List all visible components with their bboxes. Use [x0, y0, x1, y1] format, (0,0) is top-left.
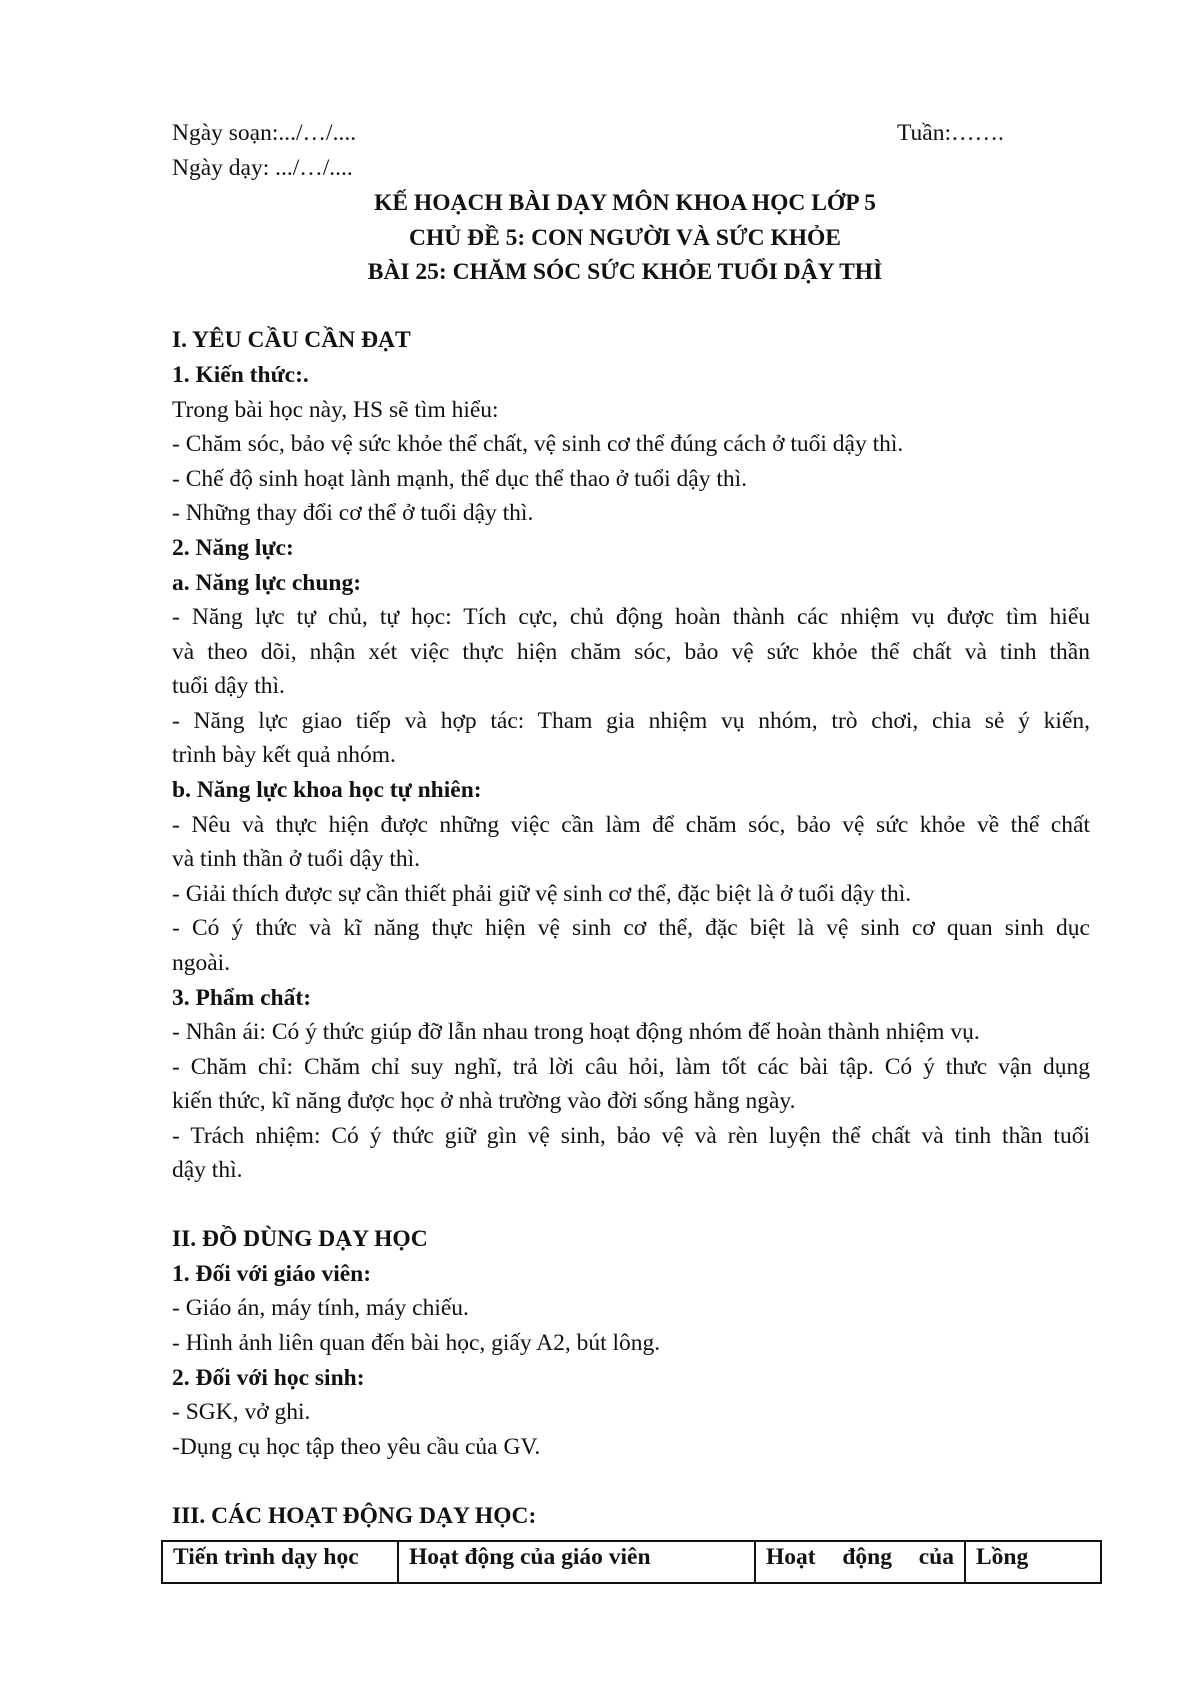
teacher-heading: 1. Đối với giáo viên:	[172, 1261, 372, 1287]
student-item: - SGK, vở ghi.	[172, 1399, 311, 1425]
header-word: động	[842, 1544, 892, 1570]
document-title: KẾ HOẠCH BÀI DẠY MÔN KHOA HỌC LỚP 5	[374, 190, 876, 216]
paragraph-line: - Chăm chỉ: Chăm chỉ suy nghĩ, trả lời câu hỏi, làm tốt các bài tập. Có ý thưc vận dụng	[172, 1054, 1090, 1080]
table-header-row	[162, 1541, 1101, 1583]
teacher-item: - Giáo án, máy tính, máy chiếu.	[172, 1295, 469, 1321]
paragraph-line: - Nêu và thực hiện được những việc cần làm để chăm sóc, bảo vệ sức khỏe về thể chất	[172, 812, 1090, 838]
header-word: Hoạt	[766, 1544, 816, 1570]
student-item: -Dụng cụ học tập theo yêu cầu của GV.	[172, 1434, 541, 1460]
paragraph-line: trình bày kết quả nhóm.	[172, 742, 396, 768]
paragraph-line: - Giải thích được sự cần thiết phải giữ vệ sinh cơ thể, đặc biệt là ở tuổi dậy thì.	[172, 881, 912, 907]
paragraph-line: và theo dõi, nhận xét việc thực hiện chăm sóc, bảo vệ sức khỏe thể chất và tinh thần	[172, 639, 1090, 665]
competence-heading: 2. Năng lực:	[172, 535, 294, 561]
paragraph-line: kiến thức, kĩ năng được học ở nhà trường vào đời sống hằng ngày.	[172, 1088, 796, 1114]
ngay-soan: Ngày soạn:.../…/....	[172, 120, 357, 146]
paragraph-line: - Trách nhiệm: Có ý thức giữ gìn vệ sinh, bảo vệ và rèn luyện thể chất và tinh thần tuổi	[172, 1123, 1090, 1149]
teacher-item: - Hình ảnh liên quan đến bài học, giấy A2, bút lông.	[172, 1330, 661, 1356]
section-3-heading: III. CÁC HOẠT ĐỘNG DẠY HỌC:	[172, 1503, 537, 1529]
general-competence-heading: a. Năng lực chung:	[172, 570, 362, 596]
paragraph-line: ngoài.	[172, 950, 231, 976]
knowledge-item: - Chế độ sinh hoạt lành mạnh, thể dục thể thao ở tuổi dậy thì.	[172, 466, 748, 492]
lesson-title: BÀI 25: CHĂM SÓC SỨC KHỎE TUỔI DẬY THÌ	[367, 259, 883, 285]
ngay-day: Ngày dạy: .../…/....	[172, 155, 353, 181]
header-cell-student	[755, 1541, 965, 1583]
paragraph-line: tuổi dậy thì.	[172, 673, 285, 699]
paragraph-line: - Nhân ái: Có ý thức giúp đỡ lẫn nhau trong hoạt động nhóm để hoàn thành nhiệm vụ.	[172, 1019, 980, 1045]
header-cell-process: Tiến trình dạy học	[162, 1541, 398, 1583]
knowledge-item: - Chăm sóc, bảo vệ sức khỏe thể chất, vệ sinh cơ thể đúng cách ở tuổi dậy thì.	[172, 431, 904, 457]
knowledge-heading: 1. Kiến thức:.	[172, 362, 309, 388]
section-2-heading: II. ĐỒ DÙNG DẠY HỌC	[172, 1226, 428, 1252]
header-cell-integration: Lồng	[965, 1541, 1101, 1583]
science-competence-heading: b. Năng lực khoa học tự nhiên:	[172, 777, 482, 803]
topic-title: CHỦ ĐỀ 5: CON NGƯỜI VÀ SỨC KHỎE	[409, 225, 841, 251]
paragraph-line: dậy thì.	[172, 1157, 243, 1183]
paragraph-line: - Có ý thức và kĩ năng thực hiện vệ sinh cơ thể, đặc biệt là vệ sinh cơ quan sinh dục	[172, 915, 1090, 941]
header-word: của	[918, 1544, 954, 1570]
activities-table	[161, 1540, 1102, 1584]
paragraph-line: và tinh thần ở tuổi dậy thì.	[172, 846, 421, 872]
student-heading: 2. Đối với học sinh:	[172, 1365, 365, 1391]
paragraph-line: - Năng lực tự chủ, tự học: Tích cực, chủ động hoàn thành các nhiệm vụ được tìm hiểu	[172, 604, 1090, 630]
paragraph-line: - Năng lực giao tiếp và hợp tác: Tham gia nhiệm vụ nhóm, trò chơi, chia sẻ ý kiến,	[172, 708, 1090, 734]
quality-heading: 3. Phẩm chất:	[172, 985, 312, 1011]
knowledge-intro: Trong bài học này, HS sẽ tìm hiểu:	[172, 397, 499, 423]
knowledge-item: - Những thay đổi cơ thể ở tuổi dậy thì.	[172, 500, 534, 526]
tuan: Tuần:…….	[897, 120, 1004, 146]
section-1-heading: I. YÊU CẦU CẦN ĐẠT	[172, 327, 411, 353]
header-cell-teacher: Hoạt động của giáo viên	[398, 1541, 755, 1583]
